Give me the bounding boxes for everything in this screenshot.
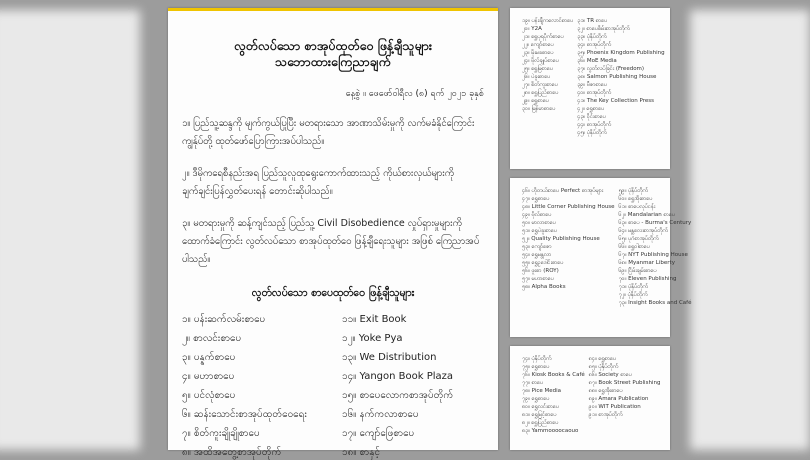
signatory-entry: ၆၆။ ရွှေဝါစာပေ (618, 244, 650, 250)
signatory-entry: ၈၉။ Amara Publication (588, 396, 649, 402)
signatory-entry: ၇၀။ Eleven Publishing (618, 276, 677, 282)
signatory-list-3 (522, 356, 660, 435)
signatory-entry: ၇၃။ Insight Books and Café (618, 300, 692, 306)
signatory-entry (522, 122, 573, 129)
signatory-entry: ၃၅။ Phoenix Kingdom Publishing (577, 50, 665, 56)
publisher-list (182, 312, 484, 460)
statement-page (168, 8, 498, 458)
signatory-entry: ၄၃။ ဝိုင်းစာပေ (577, 114, 606, 120)
signatory-entry: ၃၉။ ဗီဇာစာပေ (577, 82, 608, 88)
paragraph-3: ၃။ မတရားမှုကို ဆန့်ကျင်သည့် ပြည်သူ့ Civil Disobedience လှုပ်ရှားမှုများကို ထောက်ခံကြောင်း လွတ်လပ်သော စာအုပ်ထုတ်ဝေ ဖြန့်ချီရေးသူများ အဖြစ် ကြေညာအပ်ပါသည်။ (182, 218, 480, 265)
signatory-entry: ၇၄။ ပုံနှိပ်တိုက် (522, 356, 552, 362)
signatory-entry: ၃၃။ ပုံနှိပ်တိုက် (577, 34, 607, 40)
signatory-entry: ၃၄။ စာအုပ်တိုက် (577, 42, 612, 48)
signatory-entry: ၄၂။ ရွှေစာပေ (577, 106, 605, 112)
signatory-list-1 (522, 18, 665, 137)
signatory-entry: ၃၁။ TR စာပေ (577, 18, 608, 24)
paragraph-2: ၂။ ဒီမိုကရေစီနည်းအရ ပြည်သူလူထုရွေးကောက်ထားသည့် ကိုယ်စားလှယ်များကို ချက်ချင်းပြန်လွှတ်ပေးရန် တောင်းဆိုပါသည်။ (182, 168, 454, 197)
signatory-entry: ၉၁။ စာအုပ်တိုက် (588, 412, 623, 418)
signatory-entry: ၄၀။ စာအုပ်တိုက် (577, 90, 612, 96)
signatory-entry: ၄၄။ စာအုပ်တိုက် (577, 122, 612, 128)
publisher-entry: ၇။ စိတ်ကူးချိုချိုစာပေ (182, 428, 260, 439)
signatory-entry: ၂၄။ ဗိုလ်ချုပ်စာပေ (522, 58, 559, 64)
publisher-entry: ၁၂။ Yoke Pya (342, 333, 403, 344)
signatory-entry: ၇၆။ Kiosk Books & Café (522, 372, 585, 378)
signatory-entry: ၈၇။ Book Street Publishing (588, 380, 661, 386)
publisher-entry: ၅။ ပင်လုံစာပေ (182, 390, 236, 401)
signatory-entry: ၃၆။ MoE Media (577, 58, 617, 64)
signatory-entry (522, 130, 573, 137)
signatory-entry: ၁၉။ ပန်းချီကလောင်စာပေ (522, 18, 574, 24)
signatory-entry: ၇၉။ ရွှေစာပေ (522, 396, 550, 402)
publisher-list-heading: လွတ်လပ်သော စာပေထုတ်ဝေ ဖြန့်ချီသူများ (251, 287, 415, 299)
signatory-entry: ၈၈။ ရွှေအိုးစာပေ (588, 388, 623, 394)
signatory-entry: ၇၈။ Pice Media (522, 388, 562, 394)
signatory-entry: ၅၇။ မဟာစာပေ (522, 276, 554, 282)
publisher-entry: ၁၃။ We Distribution (342, 352, 437, 363)
signatory-entry: ၅၄။ ရွှေမန္တလာ (522, 252, 552, 258)
title-line-1: လွတ်လပ်သော စာအုပ်ထုတ်ဝေ ဖြန့်ချီသူများ (233, 38, 433, 53)
publisher-entry: ၂။ စာလင်းစာပေ (182, 333, 242, 344)
accent-bar (168, 8, 498, 11)
signatory-entry: ၆၀။ ရွှေအိုးစာပေ (618, 196, 653, 202)
signatory-entry: ၉၀။ WIT Publication (588, 404, 641, 410)
publisher-entry: ၁၈။ စာနှင့် (342, 447, 380, 458)
signatory-entry: ၆၈။ Myanmar Liberty (618, 260, 675, 266)
signatory-entry: ၅၉။ ပုံနှိပ်တိုက် (618, 188, 649, 194)
signatory-entry: ၂၇။ စိတ်ကူးစာပေ (522, 82, 558, 88)
signatory-entry: ၅၃။ ကျော်ဇော (522, 244, 552, 250)
signatory-entry: ၃၈။ Salmon Publishing House (577, 74, 657, 80)
signatory-entry: ၄၉။ ဗိုလ်စာပေ (522, 212, 552, 218)
signatory-entry: ၈၂။ ရွှေပြည်စာပေ (522, 420, 559, 426)
signatory-entry: ၇၁။ ပုံနှိပ်တိုက် (618, 284, 649, 290)
publisher-entry: ၄။ မဟာစာပေ (182, 371, 235, 382)
paragraph-1: ၁။ ပြည်သူ့ဆန္ဒကို မျက်ကွယ်ပြုပြီး မတရားသော အာဏာသိမ်းမှုကို လက်မခံနိုင်ကြောင်း ကျွန်ုပ်တို့ ထုတ်ဖော်ပြောကြားအပ်ပါသည်။ (182, 118, 475, 147)
signatory-entry: ၂၅။ ရွှေမြစာပေ (522, 66, 554, 72)
signatory-entry: ၈၁။ ရွှေမြင့်စာပေ (522, 412, 557, 418)
signatory-entry: ၂၀။ Y2A (522, 26, 542, 32)
signatory-entry (522, 300, 615, 307)
signatory-entry: ၈၄။ ရွှေစာပေ (588, 356, 617, 362)
signatory-entry: ၈၆။ Society စာပေ (588, 372, 632, 378)
signatory-entry: ၇၅။ ရွှေစာပေ (522, 364, 550, 370)
signatory-entry: ၄၅။ ပုံနှိပ်တိုက် (577, 130, 607, 136)
signatory-entry: ၄၈။ Little Corner Publishing House (522, 204, 615, 210)
signatory-entry: ၆၅။ ပုဂံစာအုပ်တိုက် (618, 236, 659, 242)
publisher-entry: ၁၁။ Exit Book (342, 314, 407, 325)
publisher-entry: ၁၇။ ကျော်ဖြေစာပေ (342, 428, 415, 439)
signatory-entry (522, 114, 573, 121)
signatory-entry: ၅၅။ ရွှေဥဒေါင်းစာပေ (522, 260, 564, 266)
signatory-entry: ၆၃။ စာပေ - Burma's Century (618, 220, 692, 226)
publisher-entry: ၃။ ပန္နက်စာပေ (182, 352, 236, 363)
publisher-entry: ၁၄။ Yangon Book Plaza (342, 371, 454, 382)
signatory-entry: ၄၆။ ဟိုတယ်စာပေ Perfect စာအုပ်များ (522, 188, 604, 194)
signatory-entry (589, 420, 661, 427)
signatory-entry: ၅၀။ မာလာစာပေ (522, 220, 556, 226)
signatory-entry: ၇၇။ စာပေ (522, 380, 544, 386)
signatory-entry: ၈၀။ ရွှေလင်းစာပေ (522, 404, 559, 410)
signatory-page-3 (510, 346, 670, 450)
signatory-entry: ၆၇။ NYT Publishing House (618, 252, 688, 258)
signatory-entry: ၆၉။ ငြိမ်းချမ်းစာပေ (618, 268, 657, 274)
publisher-entry: ၁။ ပန်းဆက်လမ်းစာပေ (182, 314, 266, 325)
signatory-entry: ၅၁။ ရွှေပဲခူးစာပေ (522, 228, 557, 234)
signatory-entry: ၂၉။ ရွှေစာပေ (522, 98, 549, 104)
signatory-entry: ၅၂။ Quality Publishing House (522, 236, 600, 242)
statement-title (182, 38, 484, 70)
signatory-entry: ၄၇။ ရွှေစာပေ (522, 196, 550, 202)
signatory-entry: ၈၃။ Yammoooocaouo (522, 428, 579, 434)
signatory-entry: ၃၇။ လွတ်လပ်ခြင်း (Freedom) (577, 66, 645, 72)
publisher-entry: ၆။ ဆန်းသောင်းစာအုပ်ထုတ်ဝေရေး (182, 409, 307, 420)
signatory-entry (522, 292, 615, 299)
signatory-entry: ၂၆။ ပဲခူးစာပေ (522, 74, 551, 80)
signatory-entry: ၃၂။ စာပေစိမ်းစာအုပ်တိုက် (577, 26, 630, 32)
signatory-entry: ၂၁။ ရွှေပုရပိုက်စာပေ (522, 34, 564, 40)
signatory-entry: ၆၁။ စာပေလုပ်ငန်း (618, 204, 656, 210)
publisher-entry: ၈။ အထိအတွေ့စာအုပ်တိုက် (182, 447, 282, 458)
signatory-list-2 (522, 188, 692, 307)
signatory-entry: ၂၃။ မိုးမခစာပေ (522, 50, 554, 56)
publisher-entry: ၁၆။ နက်ကလာစာပေ (342, 409, 419, 420)
signatory-entry: ၅၆။ ဖူးစာ (ROY) (522, 268, 559, 274)
signatory-entry (589, 428, 661, 435)
signatory-entry: ၆၂။ Mandalarian စာပေ (618, 212, 676, 218)
signatory-entry: ၃၀။ မြန်မာစာပေ (522, 106, 556, 112)
signatory-entry: ၄၁။ The Key Collection Press (577, 98, 654, 104)
statement-date: နေ့စွဲ ။ ဖေဖော်ဝါရီလ (၈) ရက် ၂၀၂၁ ခုနှစ် (345, 89, 484, 99)
publisher-entry: ၁၅။ စာပေလောကစာအုပ်တိုက် (342, 390, 454, 401)
signatory-entry: ၂၂။ ကျော်စာပေ (522, 42, 554, 48)
signatory-entry: ၅၈။ Alpha Books (522, 284, 566, 290)
signatory-entry: ၇၂။ ပုံနှိပ်တိုက် (618, 292, 648, 298)
signatory-page-1 (510, 8, 670, 169)
signatory-page-2 (510, 178, 692, 337)
signatory-entry: ၂၈။ ရွှေပြည်စာပေ (522, 90, 559, 96)
signatory-entry: ၈၅။ ပုံနှိပ်တိုက် (588, 364, 619, 370)
title-line-2: သဘောထားကြေညာချက် (275, 54, 391, 69)
signatory-entry: ၆၄။ မန္တလေးစာအုပ်တိုက် (618, 228, 668, 234)
